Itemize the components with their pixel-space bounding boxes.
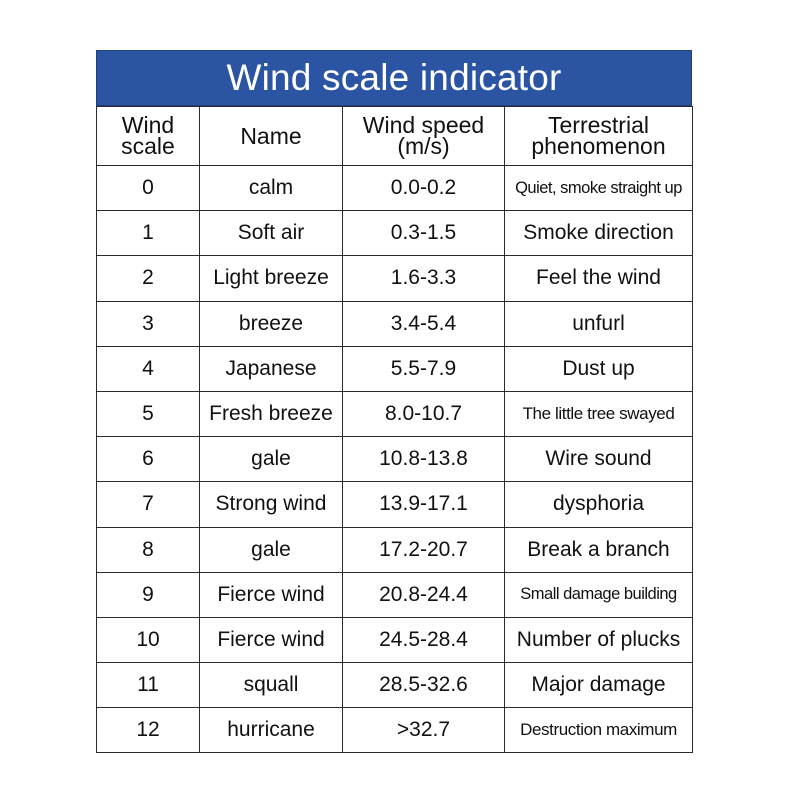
- cell-name: gale: [200, 437, 343, 482]
- table-row: [97, 211, 693, 256]
- cell-name: Soft air: [200, 211, 343, 256]
- cell-wind-speed: 1.6-3.3: [343, 256, 505, 301]
- table-row: [97, 256, 693, 301]
- cell-wind-scale: 6: [97, 437, 200, 482]
- wind-scale-table: [96, 106, 693, 753]
- cell-name: Strong wind: [200, 482, 343, 527]
- cell-name: Japanese: [200, 346, 343, 391]
- cell-name: Fresh breeze: [200, 391, 343, 436]
- table-row: [97, 482, 693, 527]
- header-wind-speed: [343, 107, 505, 166]
- header-wind-speed-line-1: Wind speed: [362, 112, 485, 138]
- cell-phenomenon: The little tree swayed: [505, 391, 693, 436]
- cell-phenomenon: Feel the wind: [505, 256, 693, 301]
- cell-phenomenon: Dust up: [505, 346, 693, 391]
- header-wind-speed-line-2: (m/s): [397, 133, 450, 159]
- cell-phenomenon: dysphoria: [505, 482, 693, 527]
- header-phenomenon-line-2: phenomenon: [531, 133, 666, 159]
- cell-name: squall: [200, 663, 343, 708]
- cell-wind-speed: 13.9-17.1: [343, 482, 505, 527]
- wind-scale-sheet: [96, 50, 692, 753]
- table-row: [97, 437, 693, 482]
- table-row: [97, 663, 693, 708]
- header-name: [200, 107, 343, 166]
- cell-phenomenon: Major damage: [505, 663, 693, 708]
- table-row: [97, 346, 693, 391]
- cell-wind-scale: 12: [97, 708, 200, 753]
- table-row: [97, 166, 693, 211]
- cell-wind-speed: >32.7: [343, 708, 505, 753]
- table-row: [97, 572, 693, 617]
- cell-phenomenon: Destruction maximum: [505, 708, 693, 753]
- header-name-label: Name: [240, 122, 302, 149]
- cell-wind-scale: 9: [97, 572, 200, 617]
- header-wind-scale-line-1: Wind: [121, 112, 175, 138]
- header-terrestrial-phenomenon: [505, 107, 693, 166]
- cell-wind-scale: 11: [97, 663, 200, 708]
- cell-name: breeze: [200, 301, 343, 346]
- cell-name: gale: [200, 527, 343, 572]
- table-row: [97, 527, 693, 572]
- cell-wind-scale: 3: [97, 301, 200, 346]
- cell-name: hurricane: [200, 708, 343, 753]
- page-title: Wind scale indicator: [96, 50, 692, 106]
- table-row: [97, 301, 693, 346]
- cell-phenomenon: Quiet, smoke straight up: [505, 166, 693, 211]
- cell-wind-speed: 0.0-0.2: [343, 166, 505, 211]
- cell-phenomenon: Small damage building: [505, 572, 693, 617]
- cell-wind-scale: 10: [97, 617, 200, 662]
- cell-wind-speed: 20.8-24.4: [343, 572, 505, 617]
- cell-name: Light breeze: [200, 256, 343, 301]
- cell-name: Fierce wind: [200, 617, 343, 662]
- cell-wind-speed: 24.5-28.4: [343, 617, 505, 662]
- cell-phenomenon: unfurl: [505, 301, 693, 346]
- cell-wind-scale: 0: [97, 166, 200, 211]
- header-wind-scale: [97, 107, 200, 166]
- cell-wind-speed: 0.3-1.5: [343, 211, 505, 256]
- table-row: [97, 617, 693, 662]
- cell-phenomenon: Break a branch: [505, 527, 693, 572]
- table-row: [97, 708, 693, 753]
- cell-wind-scale: 8: [97, 527, 200, 572]
- cell-phenomenon: Number of plucks: [505, 617, 693, 662]
- cell-phenomenon: Smoke direction: [505, 211, 693, 256]
- cell-wind-speed: 8.0-10.7: [343, 391, 505, 436]
- cell-wind-speed: 28.5-32.6: [343, 663, 505, 708]
- cell-wind-scale: 5: [97, 391, 200, 436]
- cell-wind-speed: 5.5-7.9: [343, 346, 505, 391]
- header-wind-scale-line-2: scale: [121, 133, 175, 159]
- cell-wind-speed: 17.2-20.7: [343, 527, 505, 572]
- cell-phenomenon: Wire sound: [505, 437, 693, 482]
- cell-wind-scale: 4: [97, 346, 200, 391]
- header-row: [97, 107, 693, 166]
- cell-wind-speed: 3.4-5.4: [343, 301, 505, 346]
- cell-name: Fierce wind: [200, 572, 343, 617]
- header-phenomenon-line-1: Terrestrial: [548, 112, 649, 138]
- cell-wind-scale: 7: [97, 482, 200, 527]
- table-row: [97, 391, 693, 436]
- cell-wind-scale: 1: [97, 211, 200, 256]
- cell-name: calm: [200, 166, 343, 211]
- cell-wind-scale: 2: [97, 256, 200, 301]
- cell-wind-speed: 10.8-13.8: [343, 437, 505, 482]
